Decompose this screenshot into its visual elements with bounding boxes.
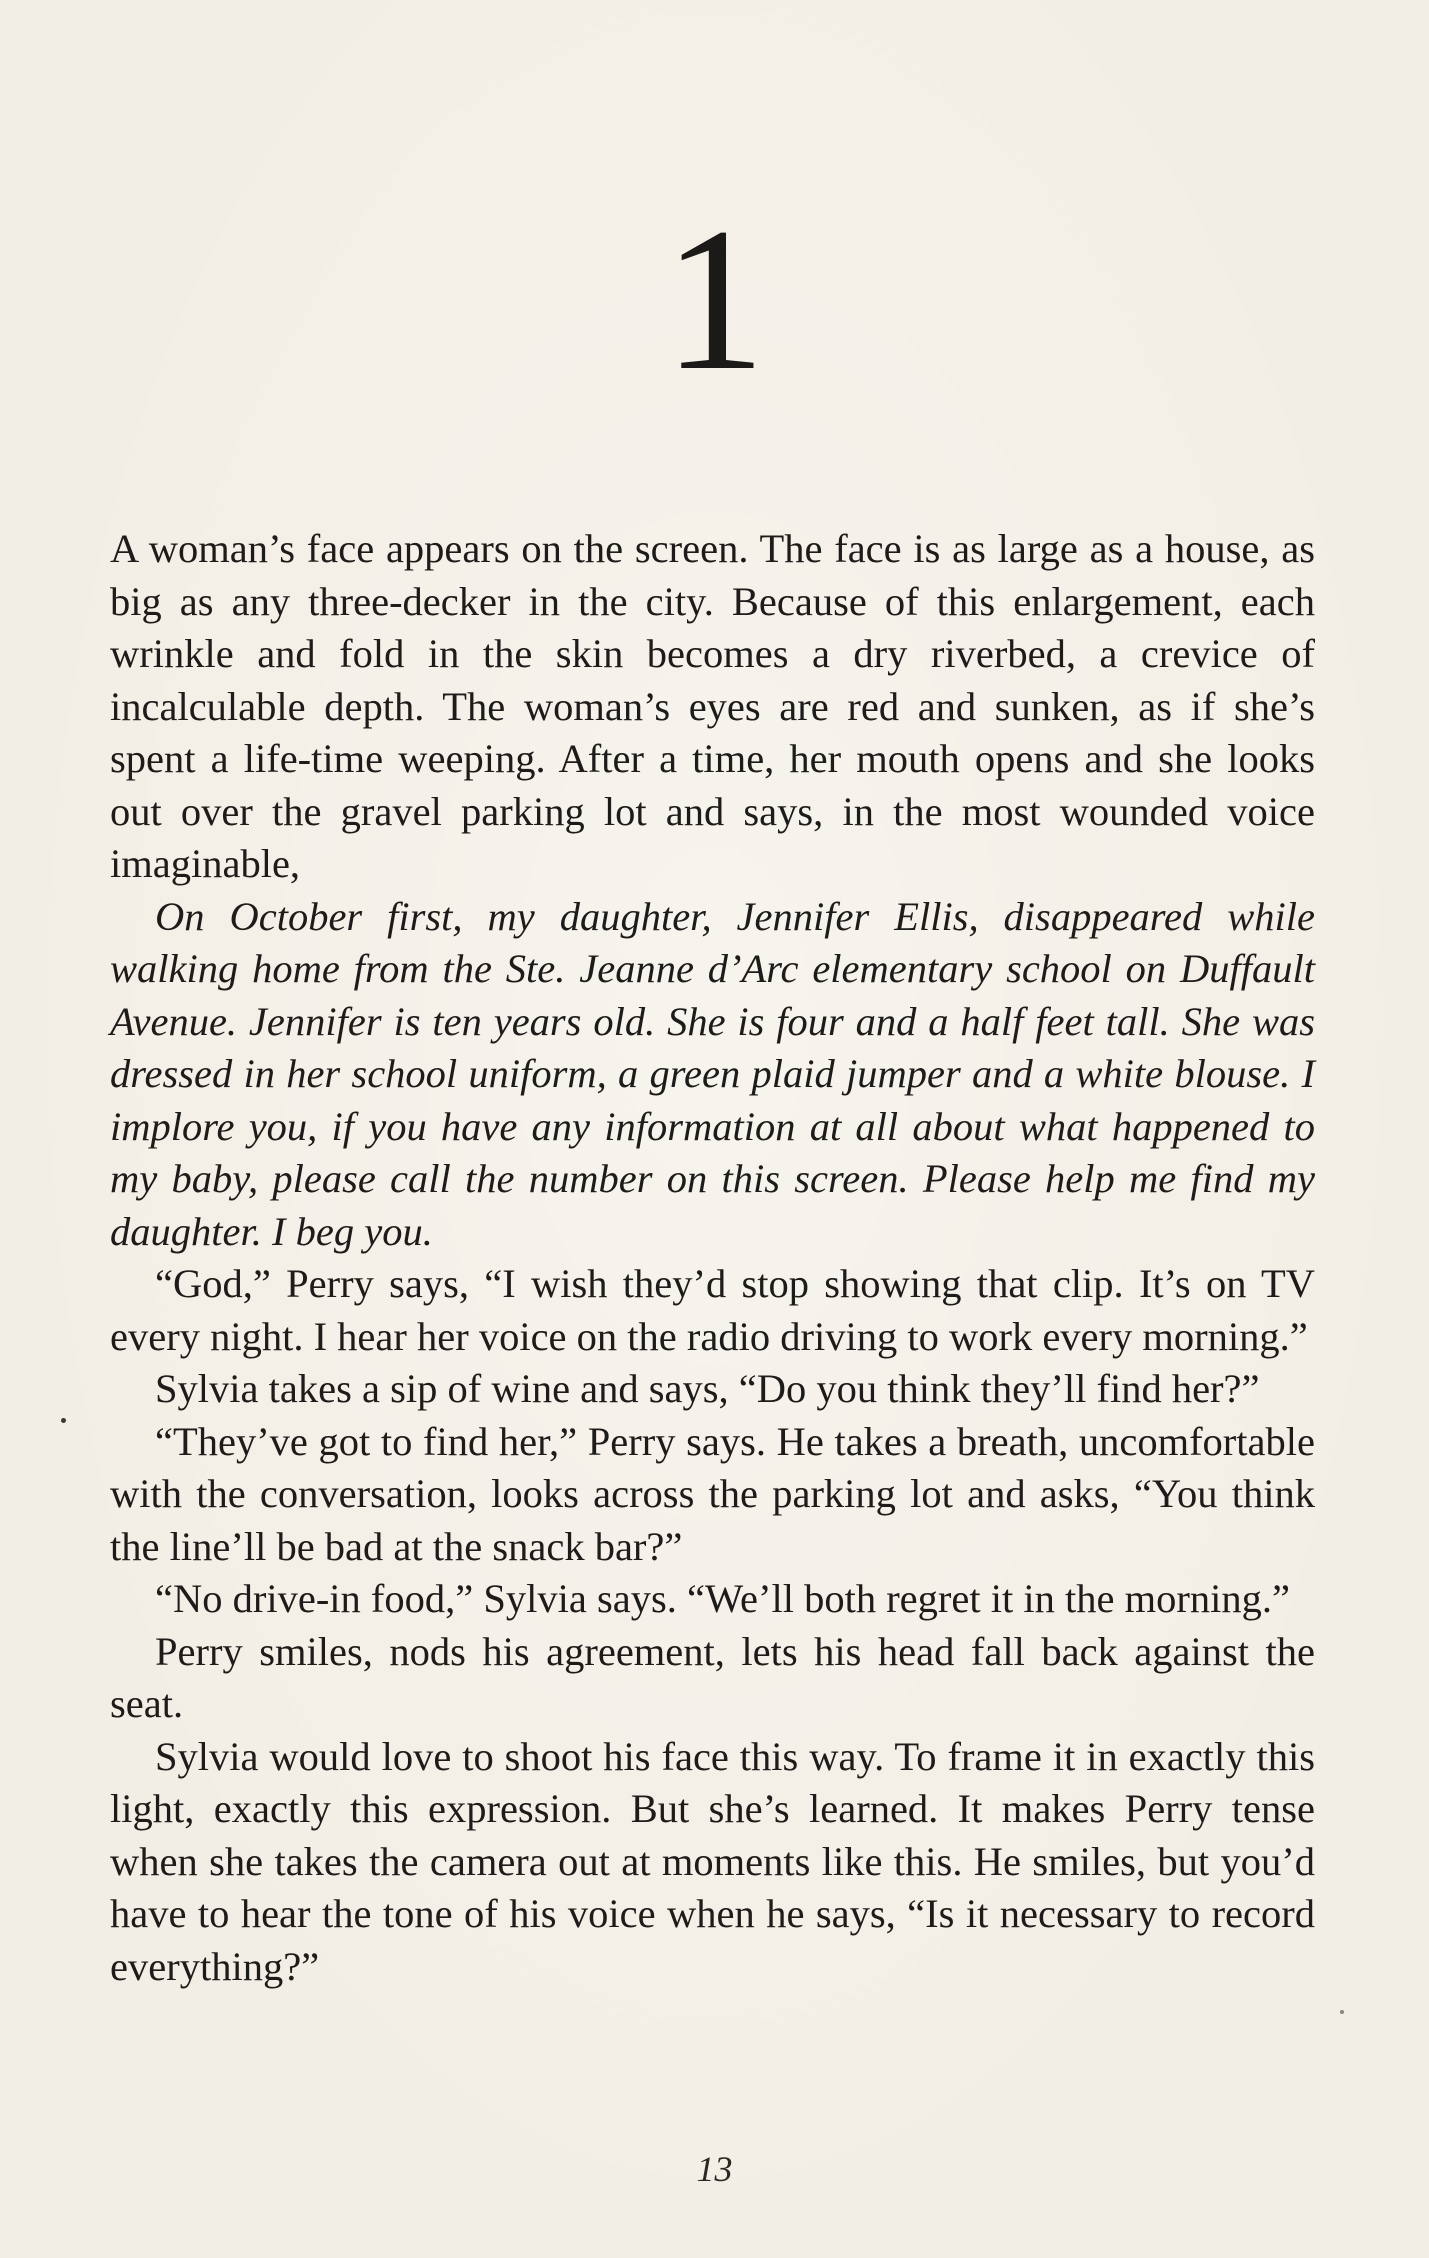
paragraph-opening: A woman’s face appears on the screen. The face is as large as a house, as big as any three-decker in the city. Because of this enlargement, each wrinkle and fold in the skin becomes a dry riverbed, a crevice of incalculable depth. The woman’s eyes are red and sunken, as if she’s spent a life-time weeping. After a time, her mouth opens and she looks out over the gravel parking lot and says, in the most wounded voice imaginable,	[110, 526, 1315, 886]
dust-speck	[1340, 2010, 1344, 2014]
paragraph-broadcast-quote: On October first, my daughter, Jennifer Ellis, disappeared while walking home from the Ste. Jeanne d’Arc elementary school on Duffault Avenue. Jennifer is ten years old. She is four and a half feet tall. She was dressed in her school uniform, a green plaid jumper and a white blouse. I implore you, if you have any information at all about what happened to my baby, please call the number on this screen. Please help me find my daughter. I beg you.	[110, 893, 1315, 1254]
dust-speck	[61, 1418, 66, 1423]
paragraph-sylvia-wine: Sylvia takes a sip of wine and says, “Do you think they’ll find her?”	[155, 1366, 1260, 1411]
paragraph-perry-find-her: “They’ve got to find her,” Perry says. He takes a breath, uncomfortable with the conversation, looks across the parking lot and asks, “You think the line’ll be bad at the snack bar?”	[110, 1418, 1315, 1569]
chapter-number: 1	[663, 186, 766, 413]
paragraph-no-drive-in-food: “No drive-in food,” Sylvia says. “We’ll both regret it in the morning.”	[155, 1576, 1290, 1621]
paragraph-perry-smiles: Perry smiles, nods his agreement, lets his head fall back against the seat.	[110, 1628, 1315, 1726]
page-number: 13	[696, 2149, 733, 2189]
paragraph-perry-clip: “God,” Perry says, “I wish they’d stop showing that clip. It’s on TV every night. I hear her voice on the radio driving to work every morning.”	[110, 1261, 1315, 1359]
paragraph-sylvia-camera: Sylvia would love to shoot his face this way. To frame it in exactly this light, exactly this expression. But she’s learned. It makes Perry tense when she takes the camera out at moments like this. He smiles, but you’d have to hear the tone of his voice when he says, “Is it necessary to record everything?”	[110, 1733, 1315, 1989]
show-through-running-head	[560, 58, 860, 88]
chapter-body-text	[110, 523, 1315, 1993]
